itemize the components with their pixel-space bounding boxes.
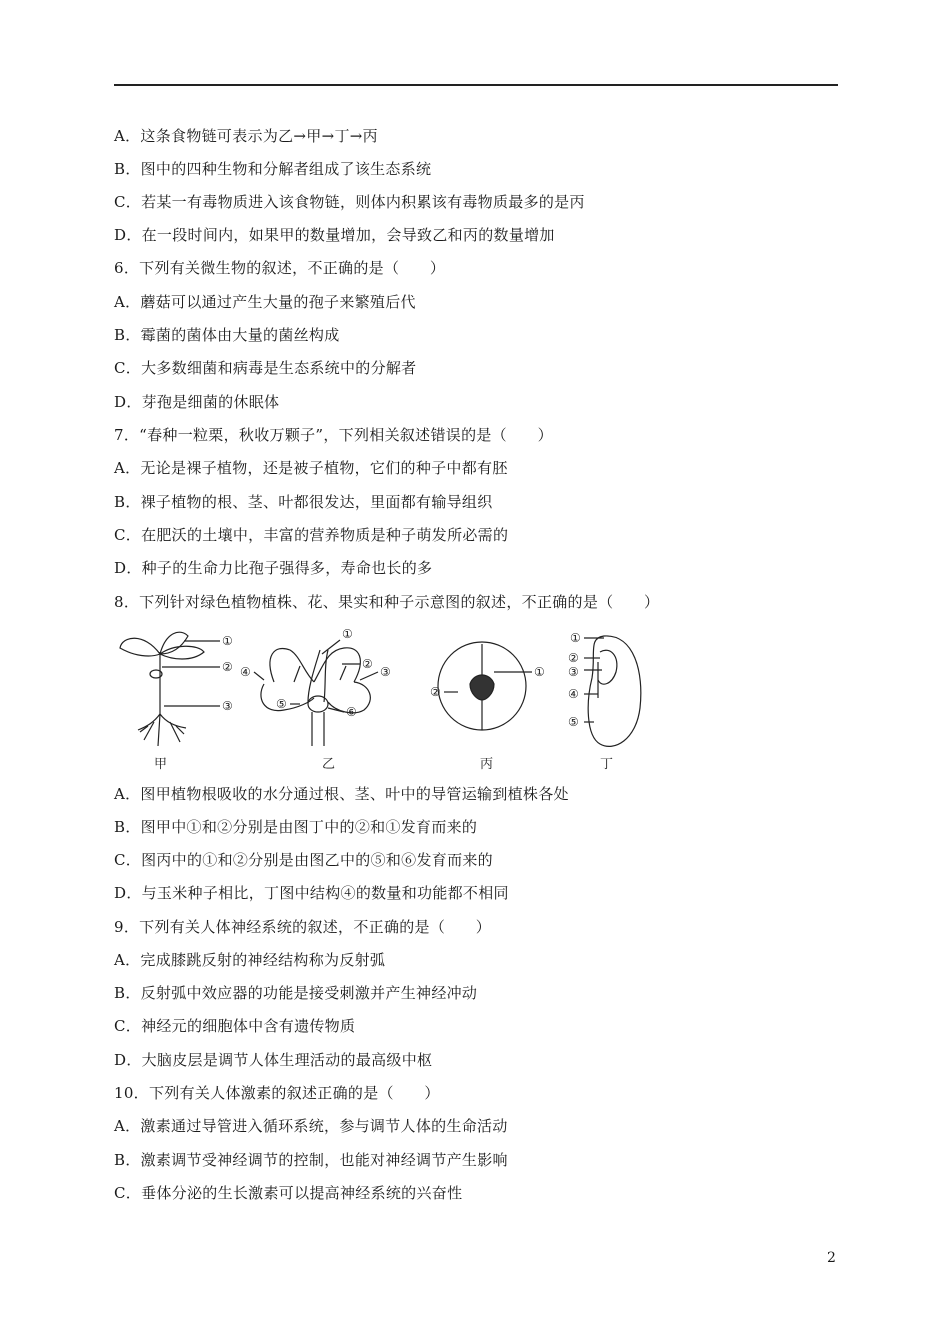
q7-option-d: D．种子的生命力比孢子强得多，寿命也长的多 — [114, 559, 433, 577]
fruit-diagram — [430, 642, 545, 772]
q5-option-c: C．若某一有毒物质进入该食物链，则体内积累该有毒物质最多的是丙 — [114, 193, 585, 211]
flower-marker-6: ⑥ — [346, 705, 357, 719]
q9-option-a: A．完成膝跳反射的神经结构称为反射弧 — [114, 951, 386, 969]
flower-marker-2: ② — [362, 657, 373, 671]
q7-option-a: A．无论是裸子植物，还是被子植物，它们的种子中都有胚 — [114, 459, 508, 477]
q8-option-a: A．图甲植物根吸收的水分通过根、茎、叶中的导管运输到植株各处 — [114, 785, 569, 803]
q6-option-a: A．蘑菇可以通过产生大量的孢子来繁殖后代 — [114, 293, 416, 311]
q8-option-d: D．与玉米种子相比，丁图中结构④的数量和功能都不相同 — [114, 884, 509, 902]
header-rule — [114, 84, 838, 86]
fruit-marker-1: ① — [534, 665, 545, 679]
q5-option-b: B．图中的四种生物和分解者组成了该生态系统 — [114, 160, 432, 178]
seed-diagram — [568, 631, 641, 772]
plant-marker-1: ① — [222, 634, 233, 648]
plant-diagram — [120, 632, 233, 772]
q10-option-a: A．激素通过导管进入循环系统，参与调节人体的生命活动 — [114, 1117, 508, 1135]
q9-stem: 9．下列有关人体神经系统的叙述，不正确的是（ ） — [114, 918, 492, 936]
q9-option-c: C．神经元的细胞体中含有遗传物质 — [114, 1017, 356, 1035]
seed-marker-4: ④ — [568, 687, 579, 701]
q6-option-b: B．霉菌的菌体由大量的菌丝构成 — [114, 326, 340, 344]
q8-stem: 8．下列针对绿色植物植株、花、果实和种子示意图的叙述，不正确的是（ ） — [114, 593, 660, 611]
flower-marker-4: ④ — [240, 665, 251, 679]
caption-ding: 丁 — [600, 757, 614, 772]
q8-option-b: B．图甲中①和②分别是由图丁中的②和①发育而来的 — [114, 818, 478, 836]
seed-marker-5: ⑤ — [568, 715, 579, 729]
q10-option-b: B．激素调节受神经调节的控制，也能对神经调节产生影响 — [114, 1151, 508, 1169]
q5-option-a: A．这条食物链可表示为乙→甲→丁→丙 — [114, 127, 378, 145]
q6-option-c: C．大多数细菌和病毒是生态系统中的分解者 — [114, 359, 417, 377]
seed-marker-2: ② — [568, 651, 579, 665]
plant-marker-2: ② — [222, 660, 233, 674]
seed-marker-3: ③ — [568, 665, 579, 679]
flower-marker-3: ③ — [380, 665, 391, 679]
q7-option-c: C．在肥沃的土壤中，丰富的营养物质是种子萌发所必需的 — [114, 526, 509, 544]
flower-marker-5: ⑤ — [276, 697, 287, 711]
q6-stem: 6．下列有关微生物的叙述，不正确的是（ ） — [114, 259, 446, 277]
q6-option-d: D．芽孢是细菌的休眠体 — [114, 393, 280, 411]
flower-marker-1: ① — [342, 627, 353, 641]
flower-diagram — [240, 627, 391, 772]
caption-yi: 乙 — [322, 757, 336, 772]
q5-option-d: D．在一段时间内，如果甲的数量增加，会导致乙和丙的数量增加 — [114, 226, 555, 244]
q9-option-d: D．大脑皮层是调节人体生理活动的最高级中枢 — [114, 1051, 433, 1069]
q7-option-b: B．裸子植物的根、茎、叶都很发达，里面都有输导组织 — [114, 493, 493, 511]
q7-stem: 7．“春种一粒栗，秋收万颗子”，下列相关叙述错误的是（ ） — [114, 426, 553, 444]
q9-option-b: B．反射弧中效应器的功能是接受刺激并产生神经冲动 — [114, 984, 478, 1002]
fruit-marker-2: ② — [430, 685, 441, 699]
q10-stem: 10．下列有关人体激素的叙述正确的是（ ） — [114, 1084, 440, 1102]
q10-option-c: C．垂体分泌的生长激素可以提高神经系统的兴奋性 — [114, 1184, 463, 1202]
q8-option-c: C．图丙中的①和②分别是由图乙中的⑤和⑥发育而来的 — [114, 851, 493, 869]
plant-marker-3: ③ — [222, 699, 233, 713]
seed-marker-1: ① — [570, 631, 581, 645]
caption-jia: 甲 — [154, 757, 168, 772]
plant-structure-figure — [114, 622, 654, 774]
caption-bing: 丙 — [480, 757, 494, 772]
page-number: 2 — [827, 1250, 836, 1266]
